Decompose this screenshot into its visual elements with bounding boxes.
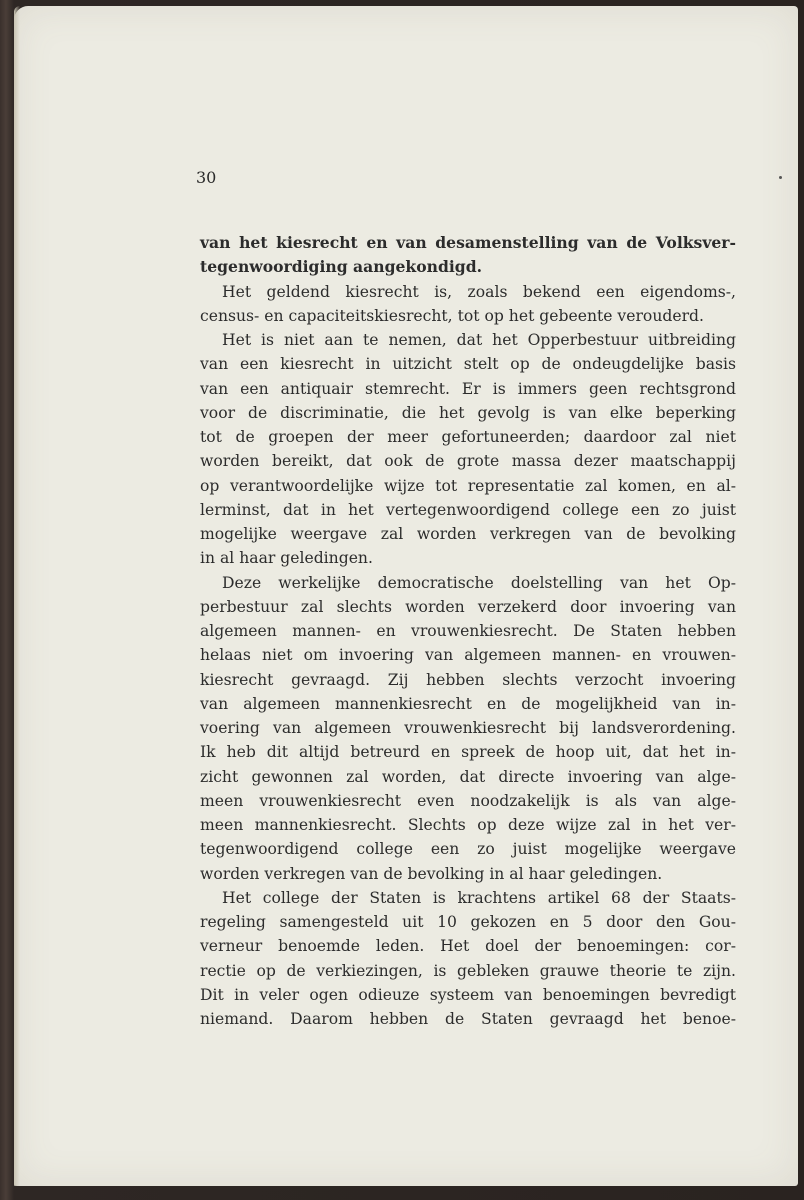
page-edge <box>14 6 20 1186</box>
text-line: op verantwoordelijke wijze tot representatie zal komen, en al- <box>200 476 736 495</box>
text-line: algemeen mannen- en vrouwenkiesrecht. De Staten hebben <box>200 622 736 640</box>
text-line: kiesrecht gevraagd. Zij hebben slechts verzocht invoering <box>200 670 736 689</box>
text-line: census- en capaciteitskiesrecht, tot op het gebeente verouderd. <box>200 306 704 325</box>
text-line: Deze werkelijke democratische doelstelling van het Op- <box>222 573 736 592</box>
text-line: worden verkregen van de bevolking in al haar geledingen. <box>200 864 663 883</box>
text-line: helaas niet om invoering van algemeen mannen- en vrouwen- <box>200 646 736 665</box>
print-speck <box>779 176 782 179</box>
text-line: tot de groepen der meer gefortuneerden; daardoor zal niet <box>200 428 736 446</box>
text-line: tegenwoordigend college een zo juist mogelijke weergave <box>200 840 736 859</box>
text-line: Het geldend kiesrecht is, zoals bekend een eigendoms-, <box>222 282 736 301</box>
text-line: worden bereikt, dat ook de grote massa dezer maatschappij <box>200 452 736 471</box>
text-line: van algemeen mannenkiesrecht en de mogelijkheid van in- <box>200 694 736 713</box>
text-line: tegenwoordiging aangekondigd. <box>200 257 483 277</box>
text-line: van een kiesrecht in uitzicht stelt op de ondeugdelijke basis <box>200 355 736 374</box>
text-line: Ik heb dit altijd betreurd en spreek de hoop uit, dat het in- <box>200 743 736 762</box>
text-line: voor de discriminatie, die het gevolg is van elke beperking <box>200 403 736 422</box>
text-line: Het college der Staten is krachtens artikel 68 der Staats- <box>222 888 736 907</box>
text-line: van het kiesrecht en van desamenstelling van de Volksver- <box>200 233 736 252</box>
text-line: regeling samengesteld uit 10 gekozen en 5 door den Gou- <box>200 913 736 931</box>
text-line: Dit in veler ogen odieuze systeem van benoemingen bevredigt <box>200 985 736 1004</box>
page-number: 30 <box>196 168 217 187</box>
text-line: verneur benoemde leden. Het doel der benoemingen: cor- <box>200 937 736 956</box>
text-line: in al haar geledingen. <box>200 549 373 568</box>
text-line: niemand. Daarom hebben de Staten gevraagd het benoe- <box>200 1010 736 1028</box>
text-line: mogelijke weergave zal worden verkregen van de bevolking <box>200 525 736 543</box>
text-line: meen vrouwenkiesrecht even noodzakelijk is als van alge- <box>200 791 736 810</box>
text-line: meen mannenkiesrecht. Slechts op deze wijze zal in het ver- <box>200 816 736 834</box>
body-text <box>200 231 736 1031</box>
text-line: rectie op de verkiezingen, is gebleken grauwe theorie te zijn. <box>200 961 736 980</box>
text-line: van een antiquair stemrecht. Er is immers geen rechtsgrond <box>200 379 736 398</box>
text-line: lerminst, dat in het vertegenwoordigend college een zo juist <box>200 500 736 519</box>
text-line: voering van algemeen vrouwenkiesrecht bij landsverordening. <box>200 719 736 737</box>
text-line: zicht gewonnen zal worden, dat directe invoering van alge- <box>200 767 736 786</box>
text-line: perbestuur zal slechts worden verzekerd door invoering van <box>200 597 736 616</box>
text-line: Het is niet aan te nemen, dat het Opperbestuur uitbreiding <box>222 331 736 349</box>
